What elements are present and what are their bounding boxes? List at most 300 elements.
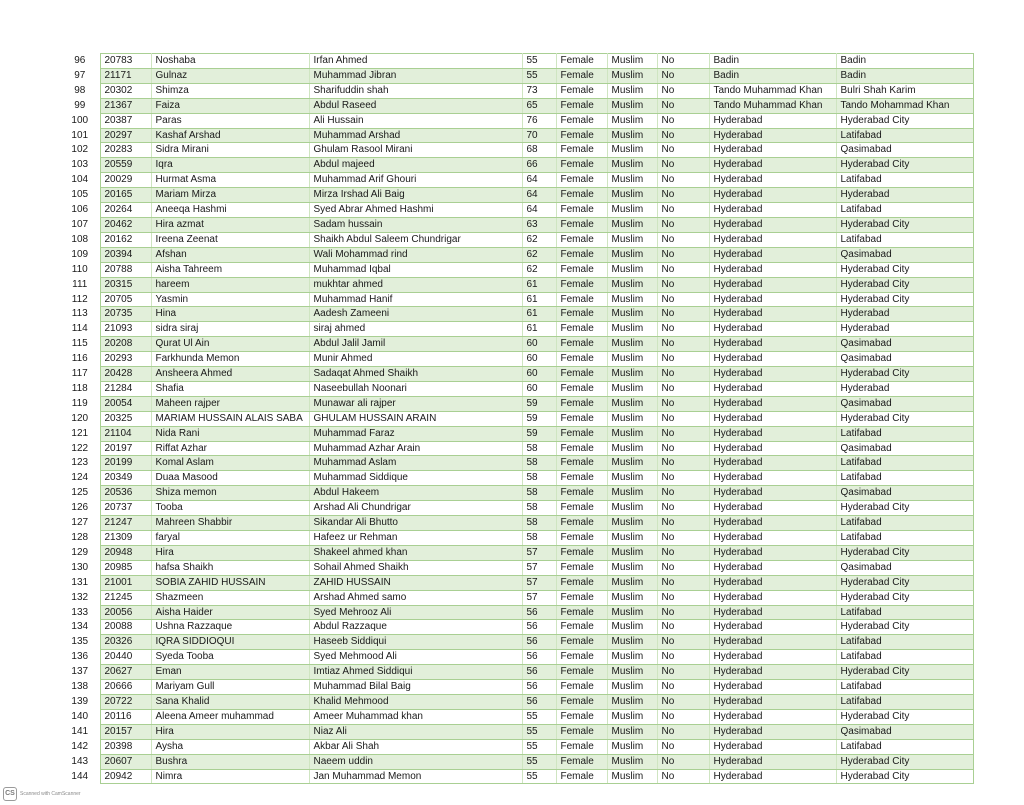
district-cell: Hyderabad — [709, 620, 836, 635]
religion-cell: Muslim — [607, 620, 657, 635]
disability-cell: No — [657, 98, 709, 113]
father-name-cell: Shakeel ahmed khan — [309, 545, 522, 560]
taluka-cell: Hyderabad City — [836, 620, 973, 635]
marks-cell: 60 — [522, 337, 556, 352]
marks-cell: 55 — [522, 709, 556, 724]
district-cell: Hyderabad — [709, 456, 836, 471]
taluka-cell: Latifabad — [836, 650, 973, 665]
district-cell: Hyderabad — [709, 665, 836, 680]
taluka-cell: Tando Mohammad Khan — [836, 98, 973, 113]
marks-cell: 64 — [522, 203, 556, 218]
father-name-cell: Muhammad Hanif — [309, 292, 522, 307]
marks-cell: 55 — [522, 754, 556, 769]
candidate-name-cell: hafsa Shaikh — [151, 560, 309, 575]
roll-number-cell: 20283 — [100, 143, 151, 158]
table-row — [60, 516, 973, 531]
marks-cell: 60 — [522, 367, 556, 382]
disability-cell: No — [657, 620, 709, 635]
marks-cell: 56 — [522, 635, 556, 650]
religion-cell: Muslim — [607, 188, 657, 203]
gender-cell: Female — [556, 247, 607, 262]
serial-number-cell: 106 — [71, 204, 89, 216]
serial-number-cell: 101 — [71, 129, 89, 141]
candidate-name-cell: Ushna Razzaque — [151, 620, 309, 635]
marks-cell: 59 — [522, 396, 556, 411]
gender-cell: Female — [556, 560, 607, 575]
father-name-cell: Abdul Hakeem — [309, 486, 522, 501]
gender-cell: Female — [556, 188, 607, 203]
roll-number-cell: 20029 — [100, 173, 151, 188]
roll-number-cell: 20326 — [100, 635, 151, 650]
disability-cell: No — [657, 605, 709, 620]
religion-cell: Muslim — [607, 605, 657, 620]
taluka-cell: Latifabad — [836, 471, 973, 486]
gender-cell: Female — [556, 501, 607, 516]
district-cell: Hyderabad — [709, 441, 836, 456]
marks-cell: 56 — [522, 665, 556, 680]
table-row — [60, 367, 973, 382]
gender-cell: Female — [556, 441, 607, 456]
candidate-name-cell: Komal Aslam — [151, 456, 309, 471]
religion-cell: Muslim — [607, 665, 657, 680]
roll-number-cell: 20666 — [100, 680, 151, 695]
taluka-cell: Hyderabad City — [836, 769, 973, 784]
candidate-name-cell: Afshan — [151, 247, 309, 262]
gender-cell: Female — [556, 650, 607, 665]
table-row — [60, 471, 973, 486]
gender-cell: Female — [556, 590, 607, 605]
disability-cell: No — [657, 396, 709, 411]
roll-number-cell: 20297 — [100, 128, 151, 143]
taluka-cell: Hyderabad City — [836, 367, 973, 382]
serial-number-cell: 144 — [71, 770, 89, 782]
table-row — [60, 709, 973, 724]
taluka-cell: Hyderabad City — [836, 113, 973, 128]
district-cell: Hyderabad — [709, 188, 836, 203]
candidate-name-cell: faryal — [151, 531, 309, 546]
gender-cell: Female — [556, 322, 607, 337]
religion-cell: Muslim — [607, 68, 657, 83]
disability-cell: No — [657, 680, 709, 695]
disability-cell: No — [657, 739, 709, 754]
roll-number-cell: 20165 — [100, 188, 151, 203]
gender-cell: Female — [556, 173, 607, 188]
religion-cell: Muslim — [607, 531, 657, 546]
father-name-cell: Muhammad Aslam — [309, 456, 522, 471]
religion-cell: Muslim — [607, 173, 657, 188]
taluka-cell: Bulri Shah Karim — [836, 83, 973, 98]
district-cell: Hyderabad — [709, 262, 836, 277]
religion-cell: Muslim — [607, 113, 657, 128]
district-cell: Hyderabad — [709, 486, 836, 501]
religion-cell: Muslim — [607, 426, 657, 441]
roll-number-cell: 20722 — [100, 694, 151, 709]
disability-cell: No — [657, 262, 709, 277]
father-name-cell: Arshad Ahmed samo — [309, 590, 522, 605]
taluka-cell: Hyderabad City — [836, 754, 973, 769]
marks-cell: 70 — [522, 128, 556, 143]
marks-cell: 58 — [522, 501, 556, 516]
father-name-cell: Ali Hussain — [309, 113, 522, 128]
father-name-cell: Syed Mehmood Ali — [309, 650, 522, 665]
disability-cell: No — [657, 158, 709, 173]
district-cell: Tando Muhammad Khan — [709, 98, 836, 113]
taluka-cell: Qasimabad — [836, 396, 973, 411]
roll-number-cell: 20705 — [100, 292, 151, 307]
district-cell: Hyderabad — [709, 501, 836, 516]
taluka-cell: Hyderabad City — [836, 292, 973, 307]
disability-cell: No — [657, 367, 709, 382]
candidate-name-cell: Tooba — [151, 501, 309, 516]
father-name-cell: Imtiaz Ahmed Siddiqui — [309, 665, 522, 680]
table-row — [60, 650, 973, 665]
serial-number-cell: 112 — [71, 293, 88, 305]
religion-cell: Muslim — [607, 575, 657, 590]
marks-cell: 57 — [522, 590, 556, 605]
candidate-name-cell: Eman — [151, 665, 309, 680]
roll-number-cell: 20208 — [100, 337, 151, 352]
candidate-name-cell: Mariyam Gull — [151, 680, 309, 695]
father-name-cell: Akbar Ali Shah — [309, 739, 522, 754]
table-row — [60, 322, 973, 337]
disability-cell: No — [657, 217, 709, 232]
disability-cell: No — [657, 501, 709, 516]
father-name-cell: Muhammad Arshad — [309, 128, 522, 143]
religion-cell: Muslim — [607, 545, 657, 560]
table-row — [60, 411, 973, 426]
table-row — [60, 545, 973, 560]
district-cell: Hyderabad — [709, 739, 836, 754]
candidate-table — [60, 53, 974, 784]
marks-cell: 55 — [522, 769, 556, 784]
father-name-cell: Ameer Muhammad khan — [309, 709, 522, 724]
district-cell: Hyderabad — [709, 352, 836, 367]
camscanner-logo-icon: CS — [3, 787, 17, 801]
taluka-cell: Latifabad — [836, 173, 973, 188]
disability-cell: No — [657, 694, 709, 709]
candidate-name-cell: Shimza — [151, 83, 309, 98]
roll-number-cell: 20627 — [100, 665, 151, 680]
marks-cell: 56 — [522, 605, 556, 620]
religion-cell: Muslim — [607, 590, 657, 605]
table-row — [60, 605, 973, 620]
serial-number-cell: 117 — [71, 368, 88, 380]
taluka-cell: Latifabad — [836, 694, 973, 709]
disability-cell: No — [657, 560, 709, 575]
taluka-cell: Hyderabad — [836, 307, 973, 322]
marks-cell: 57 — [522, 575, 556, 590]
district-cell: Hyderabad — [709, 247, 836, 262]
religion-cell: Muslim — [607, 203, 657, 218]
district-cell: Hyderabad — [709, 322, 836, 337]
taluka-cell: Badin — [836, 54, 973, 69]
gender-cell: Female — [556, 531, 607, 546]
table-row — [60, 68, 973, 83]
table-row — [60, 203, 973, 218]
serial-number-cell: 104 — [71, 174, 89, 186]
serial-number-cell: 133 — [71, 606, 89, 618]
marks-cell: 56 — [522, 620, 556, 635]
roll-number-cell: 20056 — [100, 605, 151, 620]
father-name-cell: Muhammad Azhar Arain — [309, 441, 522, 456]
religion-cell: Muslim — [607, 486, 657, 501]
disability-cell: No — [657, 68, 709, 83]
religion-cell: Muslim — [607, 217, 657, 232]
table-row — [60, 217, 973, 232]
taluka-cell: Latifabad — [836, 203, 973, 218]
father-name-cell: ZAHID HUSSAIN — [309, 575, 522, 590]
district-cell: Hyderabad — [709, 769, 836, 784]
table-row — [60, 98, 973, 113]
religion-cell: Muslim — [607, 501, 657, 516]
serial-number-cell: 138 — [71, 681, 89, 693]
roll-number-cell: 20293 — [100, 352, 151, 367]
serial-number-cell: 136 — [71, 651, 89, 663]
taluka-cell: Latifabad — [836, 739, 973, 754]
district-cell: Hyderabad — [709, 650, 836, 665]
candidate-name-cell: Nida Rani — [151, 426, 309, 441]
candidate-name-cell: Shiza memon — [151, 486, 309, 501]
candidate-name-cell: Syeda Tooba — [151, 650, 309, 665]
candidate-name-cell: Duaa Masood — [151, 471, 309, 486]
gender-cell: Female — [556, 98, 607, 113]
disability-cell: No — [657, 83, 709, 98]
district-cell: Hyderabad — [709, 203, 836, 218]
serial-number-cell: 132 — [71, 591, 89, 603]
candidate-name-cell: Nimra — [151, 769, 309, 784]
serial-number-cell: 103 — [71, 159, 89, 171]
taluka-cell: Hyderabad City — [836, 575, 973, 590]
serial-number-cell: 98 — [74, 84, 86, 96]
religion-cell: Muslim — [607, 158, 657, 173]
roll-number-cell: 21247 — [100, 516, 151, 531]
taluka-cell: Hyderabad City — [836, 709, 973, 724]
father-name-cell: Abdul Jalil Jamil — [309, 337, 522, 352]
gender-cell: Female — [556, 739, 607, 754]
table-row — [60, 486, 973, 501]
table-row — [60, 337, 973, 352]
gender-cell: Female — [556, 426, 607, 441]
father-name-cell: Shaikh Abdul Saleem Chundrigar — [309, 232, 522, 247]
district-cell: Hyderabad — [709, 575, 836, 590]
marks-cell: 58 — [522, 441, 556, 456]
taluka-cell: Latifabad — [836, 680, 973, 695]
taluka-cell: Qasimabad — [836, 560, 973, 575]
district-cell: Hyderabad — [709, 560, 836, 575]
disability-cell: No — [657, 709, 709, 724]
table-row — [60, 128, 973, 143]
marks-cell: 59 — [522, 411, 556, 426]
marks-cell: 65 — [522, 98, 556, 113]
father-name-cell: Abdul Razzaque — [309, 620, 522, 635]
gender-cell: Female — [556, 352, 607, 367]
serial-number-cell: 124 — [71, 472, 89, 484]
taluka-cell: Hyderabad — [836, 322, 973, 337]
serial-number-cell: 139 — [71, 695, 89, 707]
table-row — [60, 143, 973, 158]
disability-cell: No — [657, 307, 709, 322]
marks-cell: 55 — [522, 724, 556, 739]
district-cell: Hyderabad — [709, 680, 836, 695]
religion-cell: Muslim — [607, 754, 657, 769]
religion-cell: Muslim — [607, 128, 657, 143]
marks-cell: 55 — [522, 739, 556, 754]
marks-cell: 55 — [522, 54, 556, 69]
candidate-name-cell: Farkhunda Memon — [151, 352, 309, 367]
gender-cell: Female — [556, 54, 607, 69]
roll-number-cell: 20735 — [100, 307, 151, 322]
roll-number-cell: 20394 — [100, 247, 151, 262]
gender-cell: Female — [556, 411, 607, 426]
marks-cell: 68 — [522, 143, 556, 158]
gender-cell: Female — [556, 143, 607, 158]
marks-cell: 58 — [522, 471, 556, 486]
taluka-cell: Latifabad — [836, 128, 973, 143]
taluka-cell: Latifabad — [836, 232, 973, 247]
religion-cell: Muslim — [607, 650, 657, 665]
father-name-cell: Irfan Ahmed — [309, 54, 522, 69]
disability-cell: No — [657, 143, 709, 158]
disability-cell: No — [657, 575, 709, 590]
table-row — [60, 635, 973, 650]
disability-cell: No — [657, 113, 709, 128]
taluka-cell: Qasimabad — [836, 724, 973, 739]
district-cell: Hyderabad — [709, 516, 836, 531]
taluka-cell: Qasimabad — [836, 352, 973, 367]
gender-cell: Female — [556, 381, 607, 396]
marks-cell: 58 — [522, 516, 556, 531]
district-cell: Hyderabad — [709, 724, 836, 739]
taluka-cell: Latifabad — [836, 516, 973, 531]
father-name-cell: Abdul Raseed — [309, 98, 522, 113]
serial-number-cell: 122 — [71, 442, 89, 454]
table-row — [60, 665, 973, 680]
disability-cell: No — [657, 531, 709, 546]
marks-cell: 56 — [522, 694, 556, 709]
roll-number-cell: 20325 — [100, 411, 151, 426]
serial-number-cell: 110 — [71, 263, 88, 275]
father-name-cell: Sadam hussain — [309, 217, 522, 232]
candidate-name-cell: Sana Khalid — [151, 694, 309, 709]
table-row — [60, 501, 973, 516]
roll-number-cell: 21093 — [100, 322, 151, 337]
father-name-cell: Naeem uddin — [309, 754, 522, 769]
taluka-cell: Latifabad — [836, 456, 973, 471]
religion-cell: Muslim — [607, 54, 657, 69]
religion-cell: Muslim — [607, 739, 657, 754]
table-row — [60, 680, 973, 695]
taluka-cell: Hyderabad City — [836, 262, 973, 277]
district-cell: Hyderabad — [709, 292, 836, 307]
taluka-cell: Latifabad — [836, 426, 973, 441]
religion-cell: Muslim — [607, 352, 657, 367]
roll-number-cell: 20264 — [100, 203, 151, 218]
candidate-name-cell: Hina — [151, 307, 309, 322]
taluka-cell: Latifabad — [836, 531, 973, 546]
serial-number-cell: 142 — [71, 740, 89, 752]
serial-number-cell: 126 — [71, 502, 89, 514]
marks-cell: 56 — [522, 650, 556, 665]
candidate-name-cell: Sidra Mirani — [151, 143, 309, 158]
disability-cell: No — [657, 247, 709, 262]
candidate-name-cell: Aisha Haider — [151, 605, 309, 620]
gender-cell: Female — [556, 158, 607, 173]
serial-number-cell: 135 — [71, 636, 89, 648]
father-name-cell: Mirza Irshad Ali Baig — [309, 188, 522, 203]
religion-cell: Muslim — [607, 322, 657, 337]
religion-cell: Muslim — [607, 411, 657, 426]
roll-number-cell: 20116 — [100, 709, 151, 724]
taluka-cell: Badin — [836, 68, 973, 83]
gender-cell: Female — [556, 769, 607, 784]
gender-cell: Female — [556, 292, 607, 307]
father-name-cell: Syed Mehrooz Ali — [309, 605, 522, 620]
serial-number-cell: 134 — [71, 621, 89, 633]
father-name-cell: Muhammad Iqbal — [309, 262, 522, 277]
religion-cell: Muslim — [607, 307, 657, 322]
district-cell: Hyderabad — [709, 754, 836, 769]
religion-cell: Muslim — [607, 143, 657, 158]
table-row — [60, 531, 973, 546]
candidate-name-cell: Bushra — [151, 754, 309, 769]
serial-number-cell: 100 — [71, 114, 89, 126]
disability-cell: No — [657, 173, 709, 188]
district-cell: Hyderabad — [709, 232, 836, 247]
serial-number-cell: 114 — [71, 323, 88, 335]
serial-number-cell: 141 — [71, 725, 89, 737]
roll-number-cell: 21001 — [100, 575, 151, 590]
roll-number-cell: 20783 — [100, 54, 151, 69]
disability-cell: No — [657, 590, 709, 605]
district-cell: Hyderabad — [709, 709, 836, 724]
taluka-cell: Qasimabad — [836, 337, 973, 352]
marks-cell: 57 — [522, 560, 556, 575]
gender-cell: Female — [556, 337, 607, 352]
candidate-name-cell: Hira — [151, 545, 309, 560]
disability-cell: No — [657, 292, 709, 307]
father-name-cell: Sharifuddin shah — [309, 83, 522, 98]
candidate-name-cell: Aleena Ameer muhammad — [151, 709, 309, 724]
taluka-cell: Hyderabad City — [836, 590, 973, 605]
candidate-name-cell: Qurat Ul Ain — [151, 337, 309, 352]
disability-cell: No — [657, 54, 709, 69]
roll-number-cell: 20428 — [100, 367, 151, 382]
disability-cell: No — [657, 277, 709, 292]
taluka-cell: Qasimabad — [836, 143, 973, 158]
father-name-cell: Syed Abrar Ahmed Hashmi — [309, 203, 522, 218]
candidate-name-cell: Aysha — [151, 739, 309, 754]
serial-number-cell: 120 — [71, 412, 89, 424]
disability-cell: No — [657, 426, 709, 441]
disability-cell: No — [657, 188, 709, 203]
candidate-name-cell: Kashaf Arshad — [151, 128, 309, 143]
district-cell: Badin — [709, 54, 836, 69]
district-cell: Hyderabad — [709, 307, 836, 322]
marks-cell: 59 — [522, 426, 556, 441]
district-cell: Hyderabad — [709, 605, 836, 620]
gender-cell: Female — [556, 545, 607, 560]
camscanner-watermark — [3, 787, 81, 801]
roll-number-cell: 20398 — [100, 739, 151, 754]
father-name-cell: Muhammad Siddique — [309, 471, 522, 486]
table-row — [60, 292, 973, 307]
disability-cell: No — [657, 635, 709, 650]
religion-cell: Muslim — [607, 635, 657, 650]
father-name-cell: siraj ahmed — [309, 322, 522, 337]
table-row — [60, 307, 973, 322]
serial-number-cell: 129 — [71, 546, 89, 558]
serial-number-cell: 125 — [71, 487, 89, 499]
